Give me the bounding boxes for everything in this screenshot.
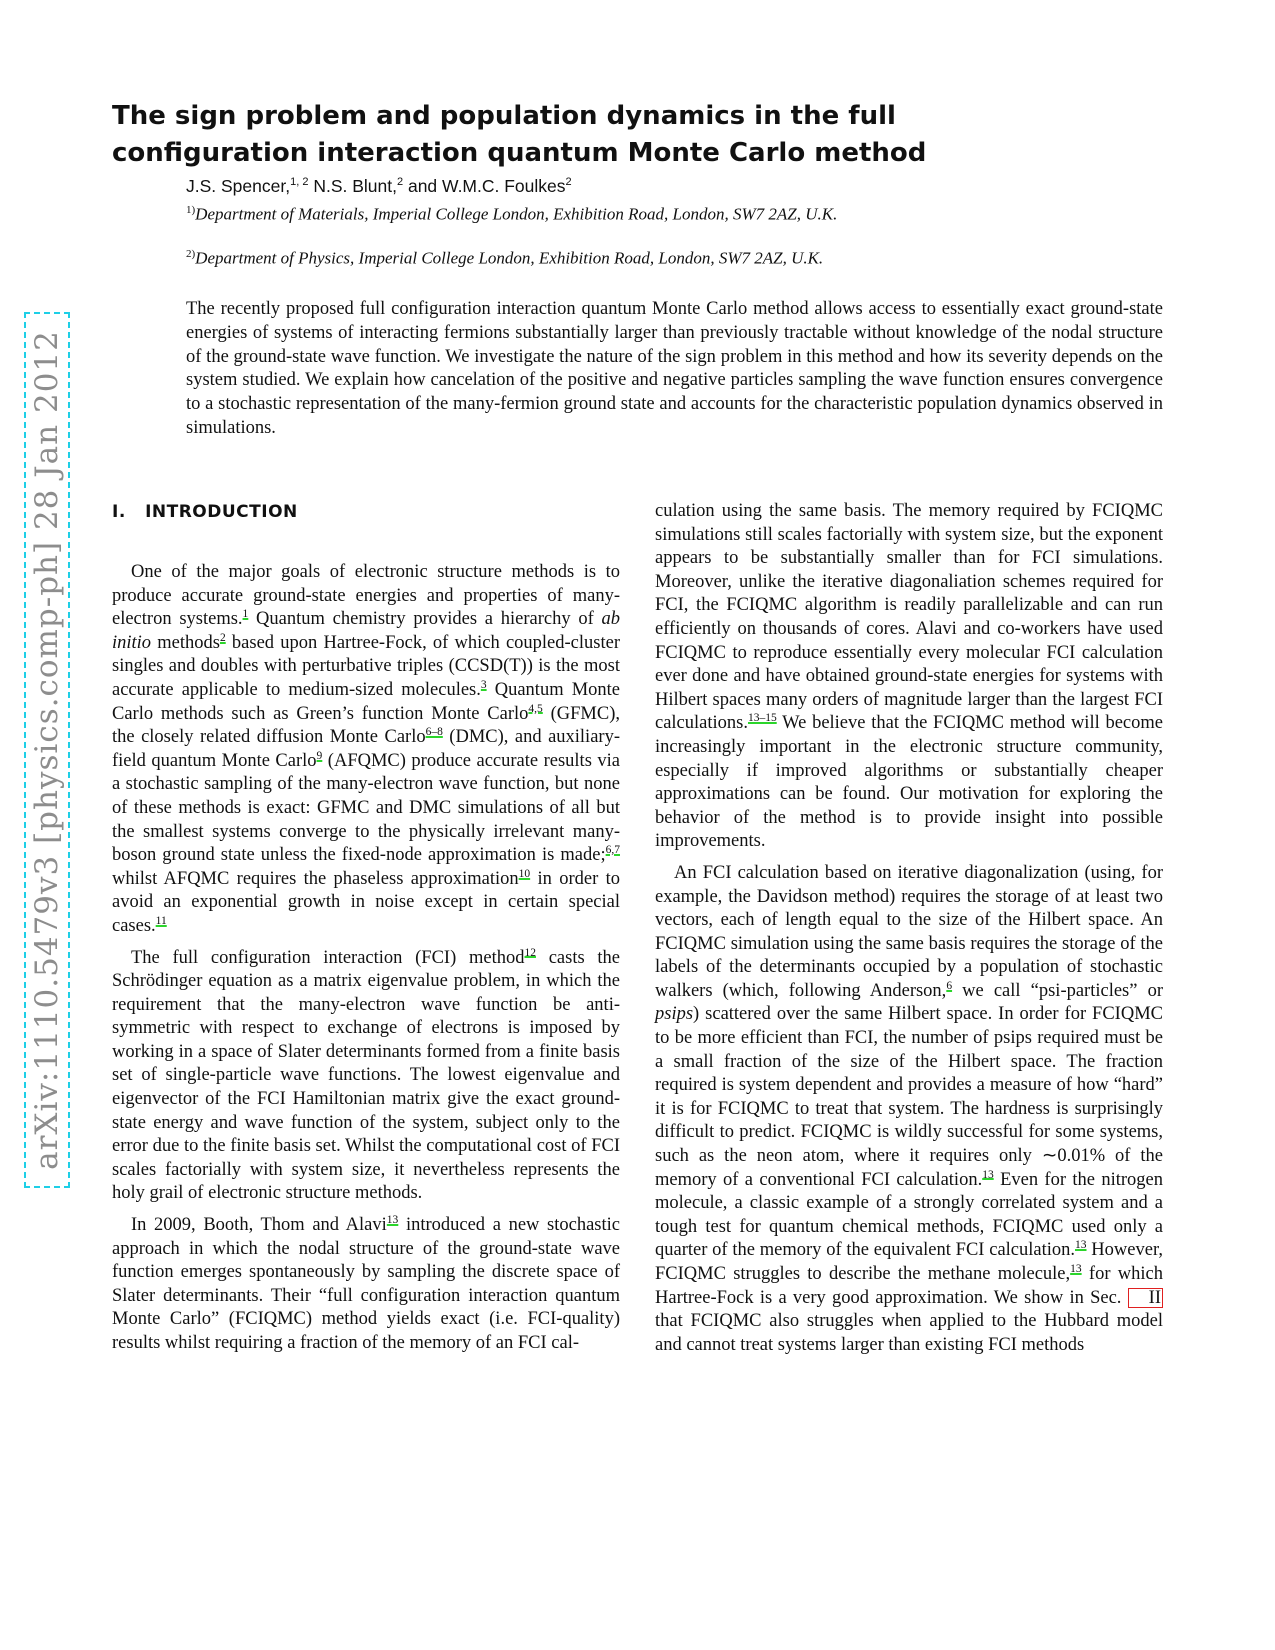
citation-link[interactable]: 4,5 — [528, 702, 543, 715]
author-list — [186, 176, 572, 197]
citation-link[interactable]: 6 — [946, 979, 953, 992]
right-column — [655, 500, 1163, 1365]
affiliation-number: 1) — [186, 204, 196, 216]
citation-link[interactable]: 13 — [1075, 1239, 1087, 1252]
affiliation-mark: 2 — [565, 176, 572, 189]
section-heading — [112, 502, 298, 522]
citation-link[interactable]: 1 — [242, 608, 249, 621]
arxiv-sidebar-stamp[interactable] — [24, 312, 70, 1188]
body-paragraph: An FCI calculation based on iterative diagonalization (using, for example, the Davidson method) requires the storage of at least two vectors, each of length equal to the size of the Hilbert space. An FCIQMC simulation using the same basis requires the storage of the labels of the determinants occupied by a population of stochastic walkers (which, following Anderson,$^6$ we call “psi-particles” or psips) scattered over the same Hilbert space. In order for FCIQMC to be more efficient than FCI, the number of psips required must be a small fraction of the size of the Hilbert space. The fraction required is system dependent and provides a measure of how “hard” it is for FCIQMC to treat that system. The hardness is surprisingly difficult to predict. FCIQMC is wildly successful for some systems, such as the neon atom, where it requires only ∼0.01% of the memory of a conventional FCI calculation.$^{13}$ Even for the nitrogen molecule, a classic example of a strongly correlated system and a tough test for quantum chemical methods, FCIQMC used only a quarter of the memory of the equivalent FCI calculation.$^{13}$ However, FCIQMC struggles to describe the methane molecule,$^{13}$ for which Hartree-Fock is a very good approximation. We show in Sec. II that FCIQMC also struggles when applied to the Hubbard model and cannot treat systems larger than existing FCI methods — [655, 862, 1163, 1355]
body-paragraph: The full configuration interaction (FCI) method$^{12}$ casts the Schrödinger equation as a matrix eigenvalue problem, in which the requirement that the many-electron wave function be anti-symmetric with respect to exchange of electrons is imposed by working in a space of Slater determinants formed from a finite basis set of single-particle wave functions. The lowest eigenvalue and eigenvector of the FCI Hamiltonian matrix give the exact ground-state energy and wave function of the system, subject only to the error due to the finite basis set. Whilst the computational cost of FCI scales factorially with system size, it nevertheless represents the holy grail of electronic structure methods. — [112, 946, 621, 1204]
italic-term: psips — [655, 1004, 694, 1025]
section-reference-link[interactable]: II — [1128, 1288, 1163, 1308]
left-column — [112, 561, 620, 1364]
citation-link[interactable]: 10 — [518, 867, 531, 880]
citation-link[interactable]: 13 — [386, 1213, 399, 1226]
paper-title: The sign problem and population dynamics in the full configuration interaction quantum Monte Carlo method — [112, 101, 927, 168]
affiliation-1 — [186, 199, 956, 226]
abstract: The recently proposed full configuration interaction quantum Monte Carlo method allows access to essentially exact ground-state energies of systems of interacting fermions substantially larger than previously tractable without knowledge of the nodal structure of the ground-state wave function. We investigate the nature of the sign problem in this method and how its severity depends on the system studied. We explain how cancelation of the positive and negative particles sampling the wave function ensures convergence to a stochastic representation of the many-fermion ground state and accounts for the characteristic population dynamics observed in simulations. — [186, 299, 1163, 438]
affiliation-text: Department of Materials, Imperial College London, Exhibition Road, London, SW7 2AZ, U.K. — [195, 204, 838, 224]
author-name: and W.M.C. Foulkes — [403, 176, 566, 196]
affiliation-2 — [186, 243, 956, 270]
affiliation-number: 2) — [186, 248, 196, 260]
italic-term: ab initio — [112, 609, 621, 653]
body-paragraph: One of the major goals of electronic structure methods is to produce accurate ground-state energies and properties of many-electron systems.$^1$ Quantum chemistry provides a hierarchy of ab initio methods$^2$ based upon Hartree-Fock, of which coupled-cluster singles and doubles with perturbative triples (CCSD(T)) is the most accurate applicable to medium-sized molecules.$^3$ Quantum Monte Carlo methods such as Green’s function Monte Carlo$^{4,5}$ (GFMC), the closely related diffusion Monte Carlo$^{6-8}$ (DMC), and auxiliary-field quantum Monte Carlo$^9$ (AFQMC) produce accurate results via a stochastic sampling of the many-electron wave function, but none of these methods is exact: GFMC and DMC simulations of all but the smallest systems converge to the physically irrelevant many-boson ground state unless the fixed-node approximation is made;$^{6,7}$ whilst AFQMC requires the phaseless approximation$^{10}$ in order to avoid an exponential growth in noise except in certain special cases.$^{11}$ — [112, 562, 621, 936]
citation-link[interactable]: 13–15 — [747, 712, 777, 725]
section-title: INTRODUCTION — [145, 502, 298, 522]
citation-link[interactable]: 2 — [219, 631, 226, 644]
citation-link[interactable]: 3 — [480, 678, 487, 691]
citation-link[interactable]: 11 — [155, 914, 167, 927]
body-paragraph: culation using the same basis. The memory required by FCIQMC simulations still scales factorially with system size, but the exponent appears to be substantially smaller than for FCI simulations. Moreover, unlike the iterative diagonaliation schemes required for FCI, the FCIQMC algorithm is readily parallelizable and can run efficiently on thousands of cores. Alavi and co-workers have used FCIQMC to reproduce essentially every molecular FCI calculation ever done and have obtained ground-state energies for systems with Hilbert spaces many orders of magnitude larger than the largest FCI calculations.$^{13-15}$ We believe that the FCIQMC method will become increasingly important in the electronic structure community, especially if improved algorithms or substantially cheaper approximations can be found. Our motivation for exploring the behavior of the method is to provide insight into possible improvements. — [655, 501, 1163, 852]
citation-link[interactable]: 9 — [316, 749, 323, 762]
citation-link[interactable]: 12 — [524, 946, 536, 959]
citation-link[interactable]: 13 — [982, 1168, 994, 1181]
arxiv-identifier: arXiv:1110.5479v3 [physics.comp-ph] 28 Jan 2012 — [29, 330, 65, 1170]
section-number: I. — [112, 502, 126, 522]
body-paragraph: In 2009, Booth, Thom and Alavi$^{13}$ introduced a new stochastic approach in which the nodal structure of the ground-state wave function emerges spontaneously by sampling the discrete space of Slater determinants. Their “full configuration interaction quantum Monte Carlo” (FCIQMC) method yields exact (i.e. FCI-quality) results whilst requiring a fraction of the memory of an FCI cal- — [112, 1213, 620, 1353]
affiliation-mark: 1, 2 — [290, 176, 309, 189]
author-name: J.S. Spencer, — [186, 176, 291, 196]
citation-link[interactable]: 6,7 — [605, 843, 620, 856]
citation-link[interactable]: 13 — [1070, 1262, 1082, 1275]
citation-link[interactable]: 6–8 — [425, 726, 443, 738]
affiliation-mark: 2 — [396, 176, 404, 189]
affiliation-text: Department of Physics, Imperial College London, Exhibition Road, London, SW7 2AZ, U.K. — [195, 248, 824, 268]
author-name: N.S. Blunt, — [308, 176, 397, 196]
